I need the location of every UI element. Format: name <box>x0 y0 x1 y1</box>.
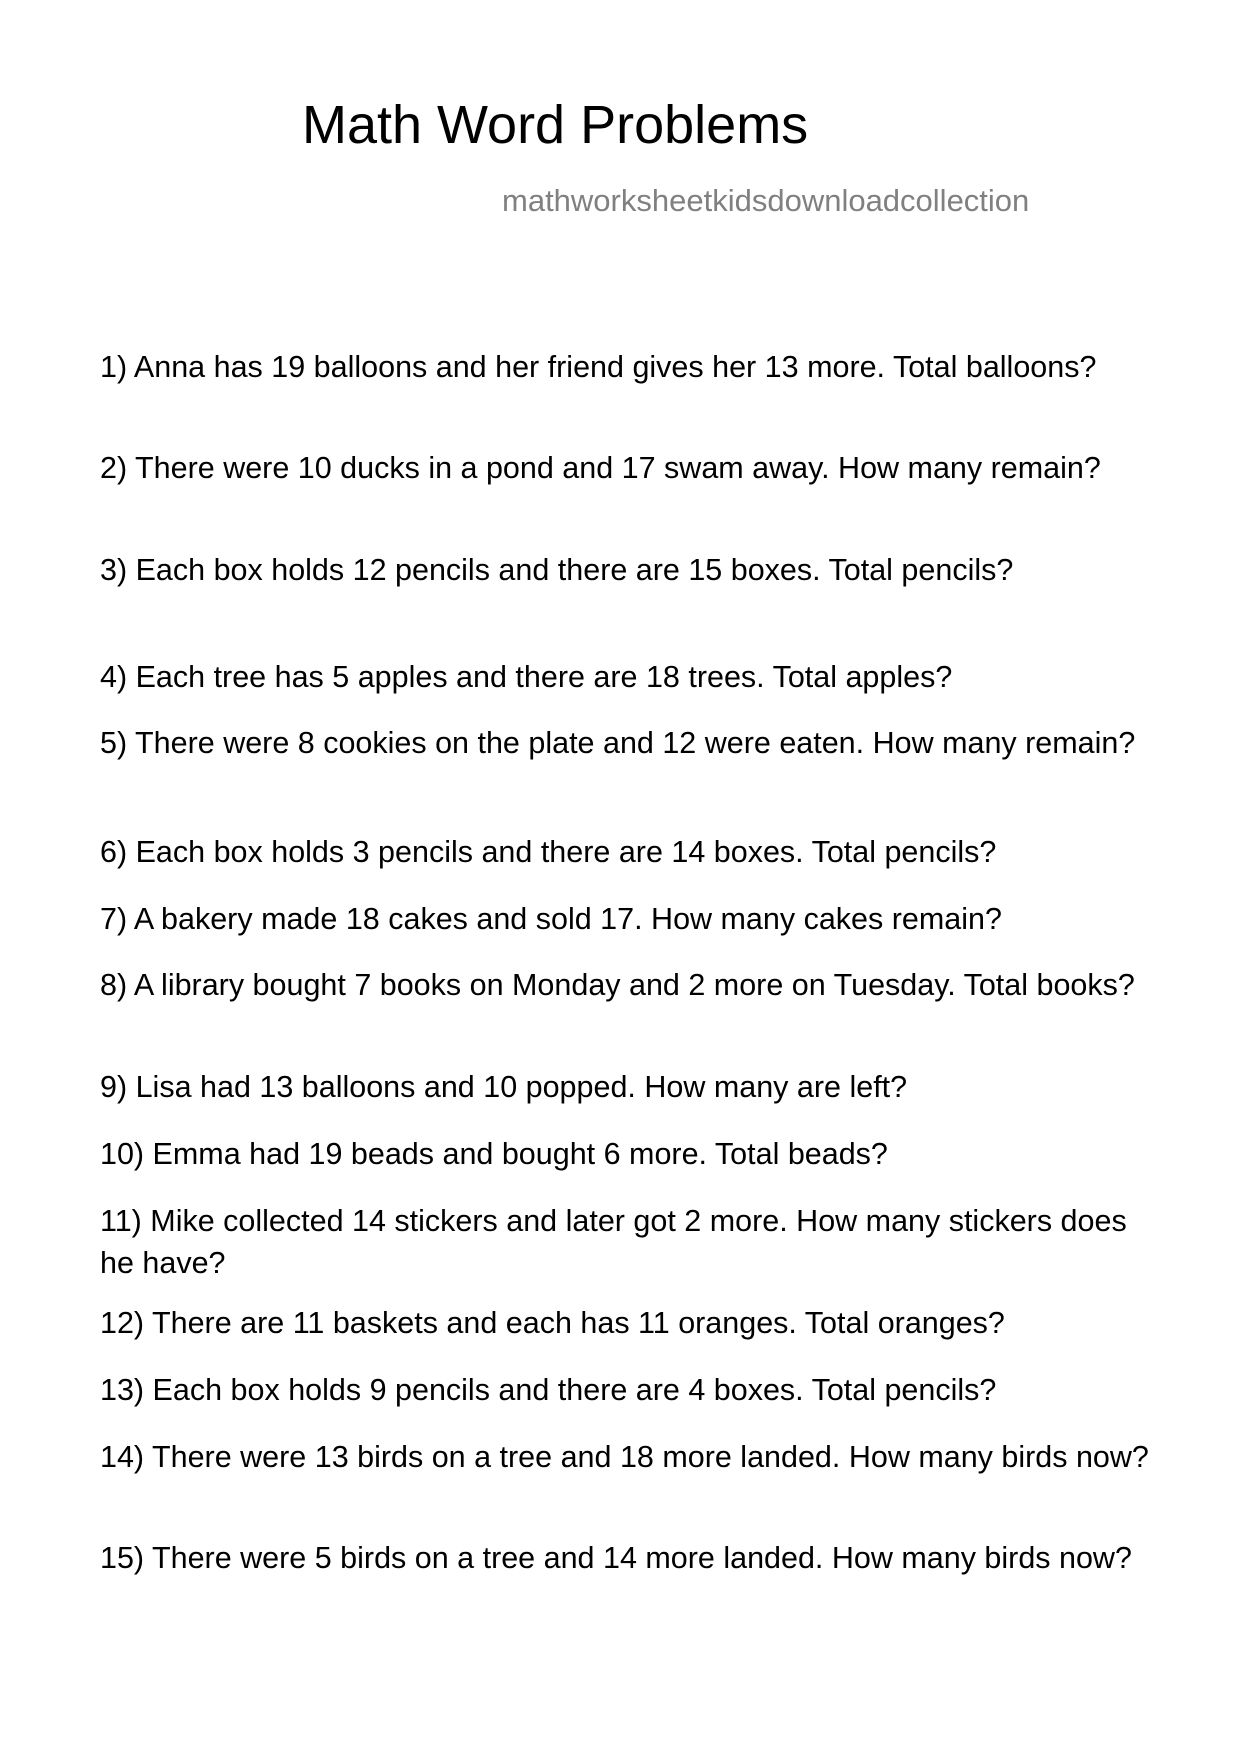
problem-item: 3) Each box holds 12 pencils and there are 15 boxes. Total pencils? <box>100 553 1014 587</box>
problem-item: 2) There were 10 ducks in a pond and 17 swam away. How many remain? <box>100 451 1101 485</box>
problem-item: 10) Emma had 19 beads and bought 6 more. Total beads? <box>100 1137 888 1171</box>
problem-item: 7) A bakery made 18 cakes and sold 17. How many cakes remain? <box>100 902 1002 936</box>
problem-item: 1) Anna has 19 balloons and her friend gives her 13 more. Total balloons? <box>100 350 1097 384</box>
problem-item: 9) Lisa had 13 balloons and 10 popped. How many are left? <box>100 1070 908 1104</box>
page-title: Math Word Problems <box>302 95 809 155</box>
problem-item: 13) Each box holds 9 pencils and there are 4 boxes. Total pencils? <box>100 1373 997 1407</box>
problem-item: 15) There were 5 birds on a tree and 14 more landed. How many birds now? <box>100 1541 1132 1575</box>
problem-item: 12) There are 11 baskets and each has 11 oranges. Total oranges? <box>100 1306 1005 1340</box>
problem-item: 6) Each box holds 3 pencils and there are 14 boxes. Total pencils? <box>100 835 997 869</box>
problem-item: 11) Mike collected 14 stickers and later got 2 more. How many stickers does he have? <box>100 1204 1127 1280</box>
page-subtitle: mathworksheetkidsdownloadcollection <box>502 183 1030 218</box>
problem-item: 4) Each tree has 5 apples and there are 18 trees. Total apples? <box>100 660 953 694</box>
problem-item: 5) There were 8 cookies on the plate and 12 were eaten. How many remain? <box>100 726 1136 760</box>
problem-item: 8) A library bought 7 books on Monday and 2 more on Tuesday. Total books? <box>100 968 1135 1002</box>
problem-item: 14) There were 13 birds on a tree and 18 more landed. How many birds now? <box>100 1440 1149 1474</box>
